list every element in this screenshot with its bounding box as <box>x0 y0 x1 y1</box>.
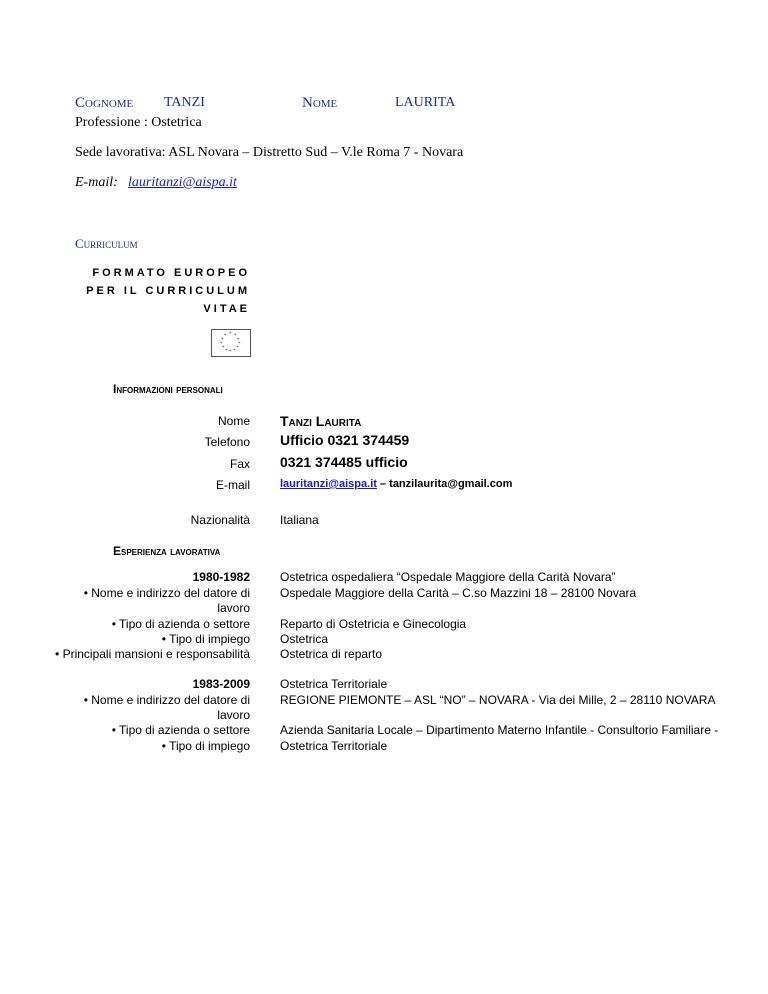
job1-period: 1980-1982 <box>192 570 250 584</box>
job1-datore-label-cont: lavoro <box>217 601 250 615</box>
nazionalita-field-value: Italiana <box>280 513 319 527</box>
curriculum-label: Curriculum <box>75 236 138 251</box>
job1-impiego-label: • Tipo di impiego <box>161 632 250 646</box>
job1-azienda: Reparto di Ostetricia e Ginecologia <box>280 617 467 631</box>
job1-datore: Ospedale Maggiore della Carità – C.so Mazzini 18 – 28100 Novara <box>280 586 637 600</box>
cognome-value: TANZI <box>164 95 205 110</box>
email-field-label: E-mail <box>215 478 250 492</box>
job2-title: Ostetrica Territoriale <box>280 677 388 691</box>
sede-text: Sede lavorativa: ASL Novara – Distretto Sud – V.le Roma 7 - Novara <box>75 145 464 160</box>
job2-datore-label-cont: lavoro <box>217 708 250 722</box>
job2-period: 1983-2009 <box>192 677 250 691</box>
telefono-field-value: Ufficio 0321 374459 <box>280 432 410 448</box>
esperienza-heading: Esperienza lavorativa <box>113 544 221 558</box>
nome-field-value: Tanzi Laurita <box>280 413 362 429</box>
email-field-link[interactable]: lauritanzi@aispa.it <box>280 478 377 490</box>
job1-mansioni: Ostetrica di reparto <box>280 647 383 661</box>
informazioni-heading: Informazioni personali <box>113 382 223 396</box>
formato-title-line2: PER IL CURRICULUM <box>86 285 250 297</box>
job1-impiego: Ostetrica <box>280 632 329 646</box>
cognome-label: Cognome <box>75 95 134 111</box>
fax-field-value: 0321 374485 ufficio <box>280 454 408 470</box>
nome-label: Nome <box>302 95 338 111</box>
nazionalita-field-label: Nazionalità <box>190 513 250 527</box>
job1-title: Ostetrica ospedaliera “Ospedale Maggiore della Carità Novara” <box>280 570 616 584</box>
professione-text: Professione : Ostetrica <box>75 115 202 130</box>
email-field-value <box>280 478 512 490</box>
nome-field-label: Nome <box>217 414 250 428</box>
formato-title-line3: VITAE <box>203 303 250 315</box>
job2-azienda-label: • Tipo di azienda o settore <box>111 723 250 737</box>
email-label: E-mail: <box>75 175 118 190</box>
eu-flag-icon: * * * * * * * * * * * * <box>211 329 251 357</box>
formato-title-line1: FORMATO EUROPEO <box>92 267 250 279</box>
job2-datore-label: • Nome e indirizzo del datore di <box>83 693 250 707</box>
telefono-field-label: Telefono <box>204 435 250 449</box>
job1-mansioni-label: • Principali mansioni e responsabilità <box>55 647 250 661</box>
job1-azienda-label: • Tipo di azienda o settore <box>111 617 250 631</box>
fax-field-label: Fax <box>229 457 250 471</box>
job2-impiego-label: • Tipo di impiego <box>161 739 250 753</box>
nome-value: LAURITA <box>395 95 456 110</box>
job2-azienda: Azienda Sanitaria Locale – Dipartimento Materno Infantile - Consultorio Familiare - <box>280 723 719 737</box>
email-field-rest: – tanzilaurita@gmail.com <box>376 478 513 490</box>
job1-datore-label: • Nome e indirizzo del datore di <box>83 586 250 600</box>
job2-impiego: Ostetrica Territoriale <box>280 739 388 753</box>
job2-datore: REGIONE PIEMONTE – ASL “NO” – NOVARA - Via dei Mille, 2 – 28110 NOVARA <box>280 693 716 707</box>
email-link[interactable]: lauritanzi@aispa.it <box>128 175 237 190</box>
